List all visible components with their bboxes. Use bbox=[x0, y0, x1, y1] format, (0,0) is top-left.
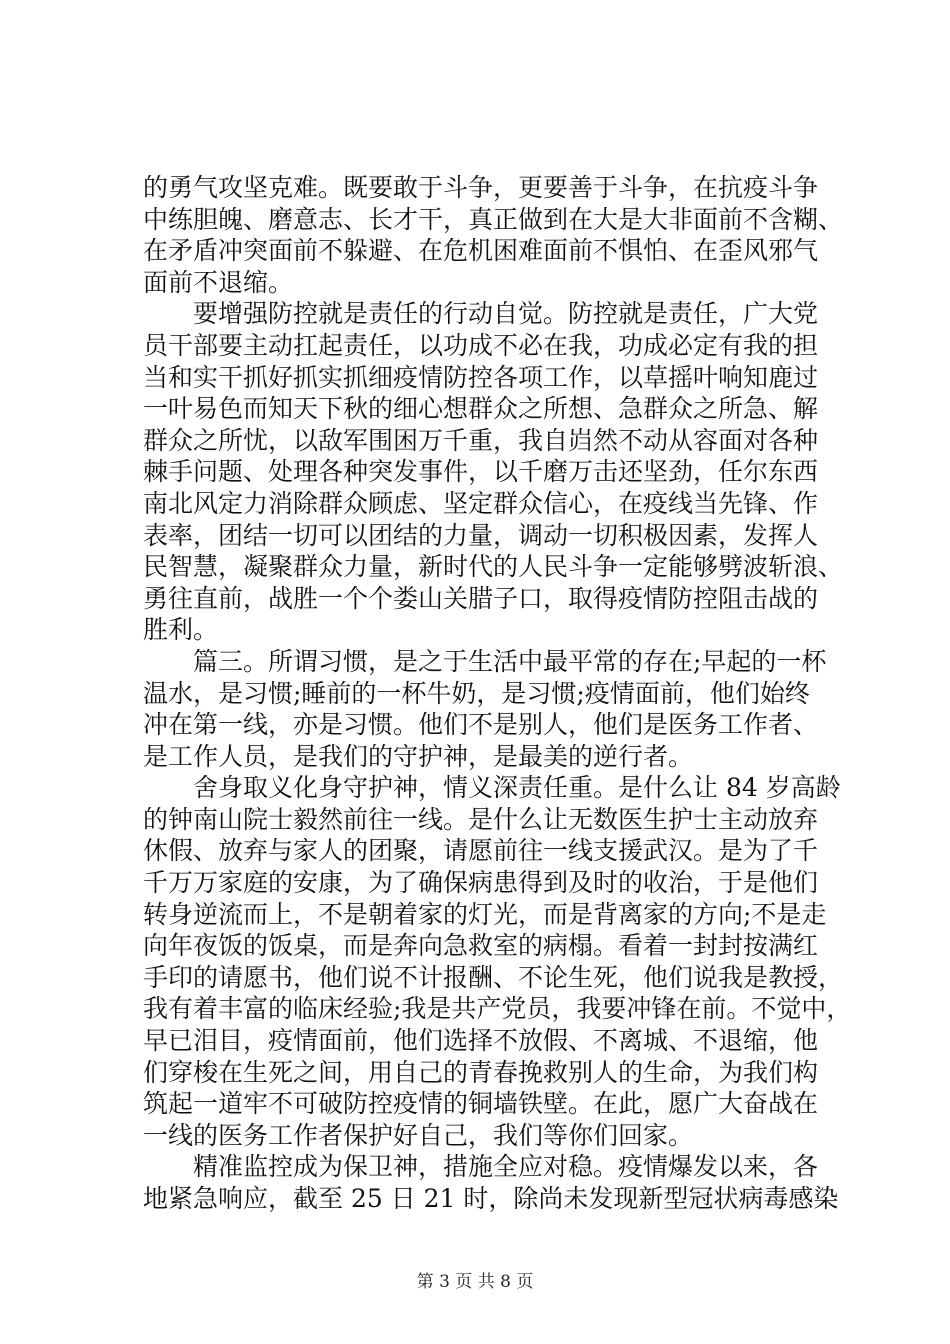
text-line: 舍身取义化身守护神，情义深责任重。是什么让 84 岁高龄 bbox=[143, 773, 841, 803]
text-line: 篇三。所谓习惯，是之于生活中最平常的存在;早起的一杯 bbox=[143, 646, 827, 676]
text-line: 休假、放弃与家人的团聚，请愿前往一线支援武汉。是为了千 bbox=[143, 836, 819, 866]
text-line: 员干部要主动扛起责任，以功成不必在我，功成必定有我的担 bbox=[143, 330, 819, 360]
text-line: 千万万家庭的安康，为了确保病患得到及时的收治，于是他们 bbox=[143, 868, 819, 898]
text-line: 手印的请愿书，他们说不计报酬、不论生死，他们说我是教授， bbox=[143, 962, 844, 992]
text-line: 当和实干抓好抓实抓细疫情防控各项工作，以草摇叶响知鹿过 bbox=[143, 362, 819, 392]
text-line: 温水，是习惯;睡前的一杯牛奶，是习惯;疫情面前，他们始终 bbox=[143, 678, 810, 708]
text-line: 在矛盾冲突面前不躲避、在危机困难面前不惧怕、在歪风邪气 bbox=[143, 236, 819, 266]
text-line: 我有着丰富的临床经验;我是共产党员，我要冲锋在前。不觉中， bbox=[143, 994, 852, 1024]
text-line: 民智慧，凝聚群众力量，新时代的人民斗争一定能够劈波斩浪、 bbox=[143, 552, 844, 582]
text-line: 中练胆魄、磨意志、长才干，真正做到在大是大非面前不含糊、 bbox=[143, 204, 844, 234]
page-footer: 第 3 页 共 8 页 bbox=[416, 1272, 534, 1292]
text-line: 勇往直前，战胜一个个娄山关腊子口，取得疫情防控阻击战的 bbox=[143, 583, 819, 613]
text-line: 冲在第一线，亦是习惯。他们不是别人，他们是医务工作者、 bbox=[143, 710, 819, 740]
text-line: 筑起一道牢不可破防控疫情的铜墙铁壁。在此，愿广大奋战在 bbox=[143, 1089, 819, 1119]
text-line: 们穿梭在生死之间，用自己的青春挽救别人的生命，为我们构 bbox=[143, 1057, 819, 1087]
text-line: 的勇气攻坚克难。既要敢于斗争，更要善于斗争，在抗疫斗争 bbox=[143, 173, 819, 202]
text-line: 群众之所忧，以敌军围困万千重，我自岿然不动从容面对各种 bbox=[143, 425, 819, 455]
text-line: 面前不退缩。 bbox=[143, 267, 294, 297]
text-line: 胜利。 bbox=[143, 615, 219, 645]
text-line: 一叶易色而知天下秋的细心想群众之所想、急群众之所急、解 bbox=[143, 394, 819, 424]
text-line: 向年夜饭的饭桌，而是奔向急救室的病榻。看着一封封按满红 bbox=[143, 931, 819, 961]
text-line: 南北风定力消除群众顾虑、坚定群众信心，在疫线当先锋、作 bbox=[143, 488, 819, 518]
text-line: 转身逆流而上，不是朝着家的灯光，而是背离家的方向;不是走 bbox=[143, 899, 827, 929]
text-line: 是工作人员，是我们的守护神，是最美的逆行者。 bbox=[143, 741, 694, 771]
text-line: 棘手问题、处理各种突发事件，以千磨万击还坚劲，任尔东西 bbox=[143, 457, 819, 487]
text-line: 早已泪目，疫情面前，他们选择不放假、不离城、不退缩，他 bbox=[143, 1026, 819, 1056]
text-line: 的钟南山院士毅然前往一线。是什么让无数医生护士主动放弃 bbox=[143, 804, 819, 834]
text-line: 要增强防控就是责任的行动自觉。防控就是责任，广大党 bbox=[143, 299, 819, 329]
text-line: 一线的医务工作者保护好自己，我们等你们回家。 bbox=[143, 1120, 694, 1150]
text-line: 地紧急响应，截至 25 日 21 时，除尚未发现新型冠状病毒感染 bbox=[143, 1184, 839, 1213]
text-line: 精准监控成为保卫神，措施全应对稳。疫情爆发以来，各 bbox=[143, 1152, 819, 1182]
document-body bbox=[143, 172, 852, 1215]
text-line: 表率，团结一切可以团结的力量，调动一切积极因素，发挥人 bbox=[143, 520, 819, 550]
